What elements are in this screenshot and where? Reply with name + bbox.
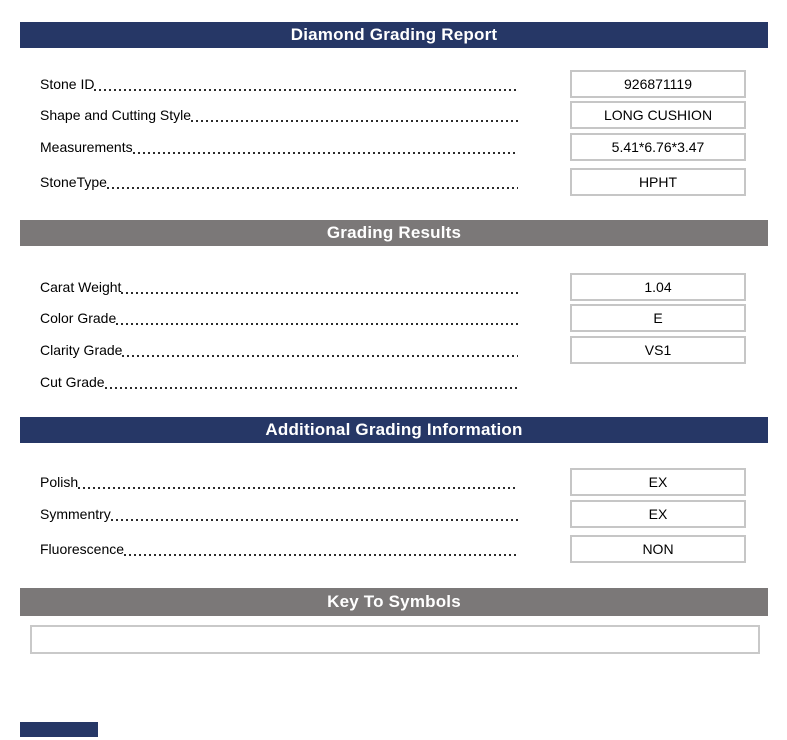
row-color-grade	[40, 304, 518, 332]
row-carat-weight	[40, 273, 518, 301]
row-symmetry	[40, 500, 518, 528]
section-header-additional-grading-information: Additional Grading Information	[20, 417, 768, 443]
row-stone-id	[40, 70, 518, 98]
dotted-leader	[133, 152, 518, 154]
carat-weight-label: Carat Weight	[40, 279, 122, 295]
dotted-leader	[121, 292, 518, 294]
row-cut-grade	[40, 368, 518, 396]
dotted-leader	[94, 89, 518, 91]
fluorescence-label: Fluorescence	[40, 541, 125, 557]
row-measurements	[40, 133, 518, 161]
row-shape-cutting-style	[40, 101, 518, 129]
measurements-value: 5.41*6.76*3.47	[570, 133, 746, 161]
row-fluorescence	[40, 535, 518, 563]
color-grade-label: Color Grade	[40, 310, 117, 326]
clarity-grade-value: VS1	[570, 336, 746, 364]
dotted-leader	[124, 554, 518, 556]
color-grade-value: E	[570, 304, 746, 332]
dotted-leader	[107, 187, 518, 189]
cut-grade-label: Cut Grade	[40, 374, 105, 390]
shape-cutting-style-label: Shape and Cutting Style	[40, 107, 191, 123]
row-clarity-grade	[40, 336, 518, 364]
shape-cutting-style-value: LONG CUSHION	[570, 101, 746, 129]
row-stone-type	[40, 168, 518, 196]
stone-id-value: 926871119	[570, 70, 746, 98]
dotted-leader	[116, 323, 518, 325]
dotted-leader	[122, 355, 518, 357]
polish-value: EX	[570, 468, 746, 496]
key-to-symbols-box	[30, 625, 760, 654]
row-polish	[40, 468, 518, 496]
footer-bar-fragment	[20, 722, 98, 737]
fluorescence-value: NON	[570, 535, 746, 563]
dotted-leader	[191, 120, 518, 122]
clarity-grade-label: Clarity Grade	[40, 342, 123, 358]
section-header-key-to-symbols: Key To Symbols	[20, 588, 768, 616]
dotted-leader	[105, 387, 518, 389]
section-header-diamond-grading-report: Diamond Grading Report	[20, 22, 768, 48]
carat-weight-value: 1.04	[570, 273, 746, 301]
stone-type-value: HPHT	[570, 168, 746, 196]
symmetry-label: Symmentry	[40, 506, 111, 522]
dotted-leader	[78, 487, 518, 489]
dotted-leader	[111, 519, 518, 521]
symmetry-value: EX	[570, 500, 746, 528]
section-header-grading-results: Grading Results	[20, 220, 768, 246]
stone-type-label: StoneType	[40, 174, 107, 190]
measurements-label: Measurements	[40, 139, 133, 155]
stone-id-label: Stone ID	[40, 76, 95, 92]
polish-label: Polish	[40, 474, 79, 490]
